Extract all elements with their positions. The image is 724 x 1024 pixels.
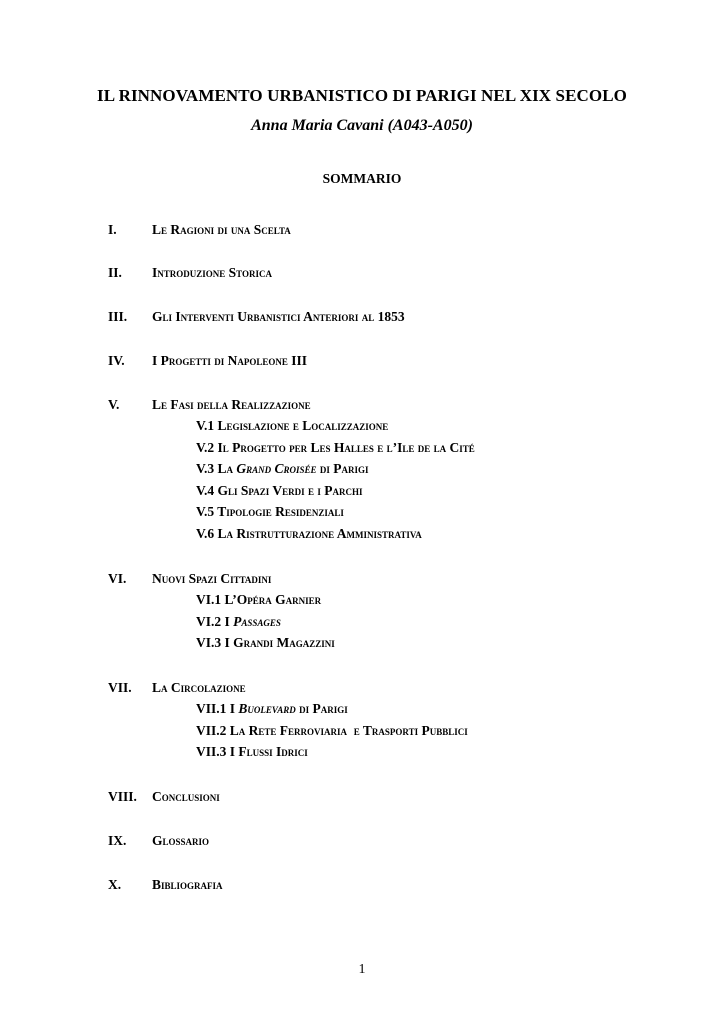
toc-subentry: V.1 Legislazione e Localizzazione [196, 418, 389, 433]
toc-subentry [196, 701, 348, 717]
toc-entry-2 [0, 265, 724, 285]
toc-subentry-text: di Parigi [295, 701, 348, 716]
toc-subentry [196, 461, 369, 477]
toc-label: Le Ragioni di una Scelta [152, 222, 291, 237]
toc-subentry: VII.3 I Flussi Idrici [196, 744, 308, 759]
toc-label: Glossario [152, 833, 210, 848]
toc-entry-9 [0, 833, 724, 853]
toc-number: VI. [108, 571, 127, 586]
toc-subentry-italic: Buolevard [238, 701, 296, 716]
toc-subentry-italic: Grand Croisée [236, 461, 317, 476]
toc-entry-10 [0, 877, 724, 897]
summary-heading: SOMMARIO [322, 171, 402, 186]
document-title: IL RINNOVAMENTO URBANISTICO DI PARIGI NEL XIX SECOLO [97, 86, 627, 105]
toc-label: Nuovi Spazi Cittadini [152, 571, 272, 586]
toc-entry-1 [0, 222, 724, 242]
toc-entry-3 [0, 309, 724, 329]
toc-number: I. [108, 222, 117, 237]
toc-label: Introduzione Storica [152, 265, 272, 280]
toc-subentry-text: di Parigi [316, 461, 369, 476]
toc-number: III. [108, 309, 128, 324]
toc-number: IX. [108, 833, 127, 848]
toc-label: La Circolazione [152, 680, 246, 695]
toc-subentry: V.2 Il Progetto per Les Halles e l’Ile de la Cité [196, 440, 475, 455]
page-number: 1 [358, 962, 366, 977]
toc-subentry-text: VII.1 I [196, 701, 239, 716]
toc-label: I Progetti di Napoleone III [152, 353, 308, 368]
toc-number: VIII. [108, 789, 137, 804]
toc-label: Gli Interventi Urbanistici Anteriori al 1853 [152, 309, 405, 324]
toc-subentry: VII.2 La Rete Ferroviaria e Trasporti Pubblici [196, 723, 468, 738]
toc-subentry-text: VI.2 I [196, 614, 234, 629]
toc-entry-4 [0, 353, 724, 373]
toc-subentry-italic: Passages [233, 614, 281, 629]
toc-label: Le Fasi della Realizzazione [152, 397, 311, 412]
toc-number: VII. [108, 680, 132, 695]
toc-number: IV. [108, 353, 125, 368]
toc-entry-6 [0, 571, 724, 591]
toc-subentry: V.5 Tipologie Residenziali [196, 504, 344, 519]
toc-entry-8 [0, 789, 724, 809]
toc-number: X. [108, 877, 122, 892]
toc-subentry: VI.3 I Grandi Magazzini [196, 635, 335, 650]
toc-subentry: VI.1 L’Opéra Garnier [196, 592, 322, 607]
toc-entry-5 [0, 397, 724, 417]
toc-label: Conclusioni [152, 789, 220, 804]
toc-subentry: V.6 La Ristrutturazione Amministrativa [196, 526, 422, 541]
toc-entry-7 [0, 680, 724, 700]
toc-number: II. [108, 265, 122, 280]
toc-subentry-text: V.3 La [196, 461, 237, 476]
toc-number: V. [108, 397, 120, 412]
toc-subentry [196, 614, 281, 630]
author-line: Anna Maria Cavani (A043-A050) [251, 117, 473, 134]
toc-subentry: V.4 Gli Spazi Verdi e i Parchi [196, 483, 363, 498]
toc-label: Bibliografia [152, 877, 223, 892]
